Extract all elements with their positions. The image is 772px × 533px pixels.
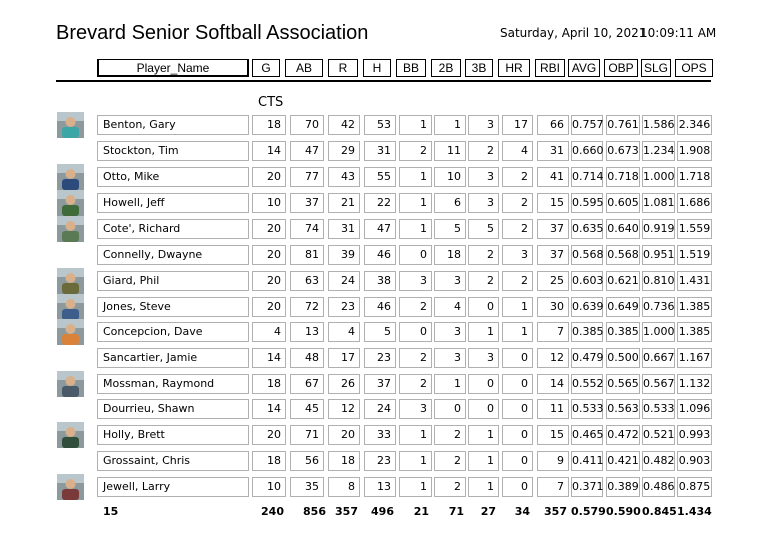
player-count: 15 bbox=[103, 505, 119, 518]
stat-ops: 1.385 bbox=[677, 297, 712, 317]
player-name: Mossman, Raymond bbox=[97, 374, 249, 394]
stat-rbi: 15 bbox=[537, 193, 569, 213]
player-photo bbox=[57, 474, 84, 500]
stat-avg: 0.552 bbox=[571, 374, 603, 394]
player-photo bbox=[57, 422, 84, 448]
stat-avg: 0.465 bbox=[571, 425, 603, 445]
player-name: Jewell, Larry bbox=[97, 477, 249, 497]
total-r: 357 bbox=[335, 505, 358, 518]
stat-3b: 1 bbox=[468, 477, 499, 497]
stat-slg: 0.667 bbox=[642, 348, 675, 368]
player-photo bbox=[57, 319, 84, 345]
stat-ops: 2.346 bbox=[677, 115, 712, 135]
stat-ops: 1.167 bbox=[677, 348, 712, 368]
stat-rbi: 37 bbox=[537, 219, 569, 239]
stat-bb: 1 bbox=[399, 115, 432, 135]
stat-bb: 1 bbox=[399, 167, 432, 187]
stat-ops: 0.993 bbox=[677, 425, 712, 445]
player-photo bbox=[57, 268, 84, 294]
stat-avg: 0.639 bbox=[571, 297, 603, 317]
stat-obp: 0.500 bbox=[606, 348, 640, 368]
header-divider bbox=[56, 80, 711, 82]
stat-r: 31 bbox=[328, 219, 360, 239]
stat-slg: 0.919 bbox=[642, 219, 675, 239]
stat-ab: 74 bbox=[290, 219, 324, 239]
player-name: Holly, Brett bbox=[97, 425, 249, 445]
stat-bb: 0 bbox=[399, 322, 432, 342]
stat-rbi: 41 bbox=[537, 167, 569, 187]
player-name: Dourrieu, Shawn bbox=[97, 399, 249, 419]
player-name: Howell, Jeff bbox=[97, 193, 249, 213]
stat-r: 24 bbox=[328, 271, 360, 291]
total-ab: 856 bbox=[303, 505, 326, 518]
stat-2b: 2 bbox=[434, 425, 466, 445]
stat-g: 10 bbox=[252, 477, 286, 497]
stat-r: 4 bbox=[328, 322, 360, 342]
total-slg: 0.845 bbox=[642, 505, 677, 518]
stat-h: 38 bbox=[364, 271, 396, 291]
stat-2b: 4 bbox=[434, 297, 466, 317]
stat-ops: 1.096 bbox=[677, 399, 712, 419]
total-rbi: 357 bbox=[544, 505, 567, 518]
stat-obp: 0.649 bbox=[606, 297, 640, 317]
stat-rbi: 31 bbox=[537, 141, 569, 161]
stat-h: 55 bbox=[364, 167, 396, 187]
stat-h: 23 bbox=[364, 348, 396, 368]
stat-obp: 0.421 bbox=[606, 451, 640, 471]
column-header-ab: AB bbox=[285, 59, 323, 77]
report-date: Saturday, April 10, 2021 bbox=[500, 26, 647, 40]
stat-bb: 1 bbox=[399, 477, 432, 497]
stat-bb: 3 bbox=[399, 271, 432, 291]
column-header-g: G bbox=[252, 59, 280, 77]
stat-bb: 1 bbox=[399, 219, 432, 239]
stat-avg: 0.479 bbox=[571, 348, 603, 368]
column-header-ops: OPS bbox=[675, 59, 713, 77]
stat-2b: 3 bbox=[434, 271, 466, 291]
stat-slg: 1.081 bbox=[642, 193, 675, 213]
stat-obp: 0.718 bbox=[606, 167, 640, 187]
stat-rbi: 11 bbox=[537, 399, 569, 419]
stat-ab: 56 bbox=[290, 451, 324, 471]
stat-g: 20 bbox=[252, 425, 286, 445]
stat-2b: 3 bbox=[434, 322, 466, 342]
stat-g: 18 bbox=[252, 374, 286, 394]
stat-3b: 3 bbox=[468, 167, 499, 187]
stat-obp: 0.673 bbox=[606, 141, 640, 161]
stat-h: 46 bbox=[364, 297, 396, 317]
column-header-3b: 3B bbox=[465, 59, 493, 77]
stat-bb: 2 bbox=[399, 374, 432, 394]
stat-hr: 3 bbox=[502, 245, 533, 265]
player-photo bbox=[57, 164, 84, 190]
stat-slg: 1.586 bbox=[642, 115, 675, 135]
stat-g: 20 bbox=[252, 245, 286, 265]
stat-slg: 1.234 bbox=[642, 141, 675, 161]
stat-g: 10 bbox=[252, 193, 286, 213]
stat-3b: 3 bbox=[468, 193, 499, 213]
stat-avg: 0.757 bbox=[571, 115, 603, 135]
stat-ops: 0.875 bbox=[677, 477, 712, 497]
stat-ops: 0.903 bbox=[677, 451, 712, 471]
stat-hr: 0 bbox=[502, 451, 533, 471]
player-photo bbox=[57, 294, 84, 320]
stat-r: 43 bbox=[328, 167, 360, 187]
stat-h: 31 bbox=[364, 141, 396, 161]
stat-rbi: 25 bbox=[537, 271, 569, 291]
total-3b: 27 bbox=[480, 505, 496, 518]
column-header-bb: BB bbox=[396, 59, 426, 77]
stat-h: 47 bbox=[364, 219, 396, 239]
stat-hr: 1 bbox=[502, 322, 533, 342]
stat-h: 37 bbox=[364, 374, 396, 394]
stat-hr: 2 bbox=[502, 219, 533, 239]
stat-hr: 4 bbox=[502, 141, 533, 161]
stat-ops: 1.132 bbox=[677, 374, 712, 394]
stat-obp: 0.568 bbox=[606, 245, 640, 265]
stat-2b: 5 bbox=[434, 219, 466, 239]
stat-hr: 0 bbox=[502, 374, 533, 394]
total-avg: 0.579 bbox=[571, 505, 606, 518]
stat-g: 14 bbox=[252, 141, 286, 161]
team-label: CTS bbox=[258, 95, 284, 110]
report-time: 10:09:11 AM bbox=[640, 26, 717, 40]
stat-hr: 0 bbox=[502, 348, 533, 368]
stat-h: 5 bbox=[364, 322, 396, 342]
stat-3b: 1 bbox=[468, 322, 499, 342]
stat-r: 8 bbox=[328, 477, 360, 497]
stat-hr: 0 bbox=[502, 399, 533, 419]
stat-g: 18 bbox=[252, 115, 286, 135]
stat-g: 20 bbox=[252, 297, 286, 317]
column-header-hr: HR bbox=[498, 59, 530, 77]
stat-hr: 2 bbox=[502, 271, 533, 291]
stat-ops: 1.385 bbox=[677, 322, 712, 342]
stat-3b: 0 bbox=[468, 399, 499, 419]
stat-bb: 2 bbox=[399, 297, 432, 317]
stat-bb: 0 bbox=[399, 245, 432, 265]
stat-r: 26 bbox=[328, 374, 360, 394]
stat-bb: 3 bbox=[399, 399, 432, 419]
stat-r: 29 bbox=[328, 141, 360, 161]
stat-ab: 13 bbox=[290, 322, 324, 342]
stat-avg: 0.660 bbox=[571, 141, 603, 161]
stat-avg: 0.595 bbox=[571, 193, 603, 213]
stat-r: 42 bbox=[328, 115, 360, 135]
stat-h: 33 bbox=[364, 425, 396, 445]
column-header-2b: 2B bbox=[431, 59, 461, 77]
stat-3b: 0 bbox=[468, 374, 499, 394]
stat-r: 12 bbox=[328, 399, 360, 419]
total-h: 496 bbox=[371, 505, 394, 518]
stat-3b: 3 bbox=[468, 348, 499, 368]
stat-rbi: 12 bbox=[537, 348, 569, 368]
stat-g: 20 bbox=[252, 271, 286, 291]
stat-3b: 2 bbox=[468, 245, 499, 265]
player-photo bbox=[57, 112, 84, 138]
stat-h: 46 bbox=[364, 245, 396, 265]
stat-obp: 0.621 bbox=[606, 271, 640, 291]
stat-ab: 77 bbox=[290, 167, 324, 187]
stat-2b: 0 bbox=[434, 399, 466, 419]
stat-obp: 0.563 bbox=[606, 399, 640, 419]
stat-slg: 0.486 bbox=[642, 477, 675, 497]
stat-slg: 0.567 bbox=[642, 374, 675, 394]
player-name: Benton, Gary bbox=[97, 115, 249, 135]
stat-ops: 1.686 bbox=[677, 193, 712, 213]
stat-2b: 6 bbox=[434, 193, 466, 213]
stat-rbi: 15 bbox=[537, 425, 569, 445]
stat-slg: 0.810 bbox=[642, 271, 675, 291]
stat-rbi: 9 bbox=[537, 451, 569, 471]
stat-2b: 18 bbox=[434, 245, 466, 265]
stat-obp: 0.472 bbox=[606, 425, 640, 445]
stat-obp: 0.385 bbox=[606, 322, 640, 342]
stat-avg: 0.635 bbox=[571, 219, 603, 239]
total-bb: 21 bbox=[413, 505, 429, 518]
player-name: Otto, Mike bbox=[97, 167, 249, 187]
stat-slg: 0.533 bbox=[642, 399, 675, 419]
column-header-obp: OBP bbox=[604, 59, 638, 77]
stat-3b: 1 bbox=[468, 425, 499, 445]
stat-2b: 1 bbox=[434, 115, 466, 135]
stat-ops: 1.519 bbox=[677, 245, 712, 265]
stat-g: 20 bbox=[252, 219, 286, 239]
stat-2b: 10 bbox=[434, 167, 466, 187]
stat-ops: 1.718 bbox=[677, 167, 712, 187]
stat-rbi: 66 bbox=[537, 115, 569, 135]
stat-h: 24 bbox=[364, 399, 396, 419]
stat-bb: 2 bbox=[399, 141, 432, 161]
stat-avg: 0.568 bbox=[571, 245, 603, 265]
stat-r: 23 bbox=[328, 297, 360, 317]
stat-slg: 0.736 bbox=[642, 297, 675, 317]
player-name: Stockton, Tim bbox=[97, 141, 249, 161]
stat-avg: 0.371 bbox=[571, 477, 603, 497]
stat-avg: 0.533 bbox=[571, 399, 603, 419]
stat-3b: 0 bbox=[468, 297, 499, 317]
stat-obp: 0.761 bbox=[606, 115, 640, 135]
stat-g: 20 bbox=[252, 167, 286, 187]
stat-ab: 81 bbox=[290, 245, 324, 265]
stat-2b: 11 bbox=[434, 141, 466, 161]
stat-ab: 37 bbox=[290, 193, 324, 213]
stat-obp: 0.605 bbox=[606, 193, 640, 213]
stat-rbi: 37 bbox=[537, 245, 569, 265]
stat-3b: 2 bbox=[468, 141, 499, 161]
stat-ab: 35 bbox=[290, 477, 324, 497]
column-header-r: R bbox=[328, 59, 358, 77]
stat-2b: 2 bbox=[434, 451, 466, 471]
stat-3b: 1 bbox=[468, 451, 499, 471]
column-header-player-name: Player_Name bbox=[97, 59, 249, 77]
stat-slg: 0.482 bbox=[642, 451, 675, 471]
stat-bb: 1 bbox=[399, 193, 432, 213]
stat-slg: 1.000 bbox=[642, 322, 675, 342]
stat-hr: 0 bbox=[502, 425, 533, 445]
total-2b: 71 bbox=[448, 505, 464, 518]
stat-ab: 48 bbox=[290, 348, 324, 368]
total-g: 240 bbox=[261, 505, 284, 518]
stat-r: 39 bbox=[328, 245, 360, 265]
player-name: Concepcion, Dave bbox=[97, 322, 249, 342]
player-name: Sancartier, Jamie bbox=[97, 348, 249, 368]
stat-3b: 2 bbox=[468, 271, 499, 291]
stat-r: 20 bbox=[328, 425, 360, 445]
stat-avg: 0.411 bbox=[571, 451, 603, 471]
total-ops: 1.434 bbox=[677, 505, 712, 518]
stat-h: 53 bbox=[364, 115, 396, 135]
stat-slg: 1.000 bbox=[642, 167, 675, 187]
total-hr: 34 bbox=[514, 505, 530, 518]
stat-avg: 0.385 bbox=[571, 322, 603, 342]
stat-3b: 3 bbox=[468, 115, 499, 135]
column-header-avg: AVG bbox=[568, 59, 600, 77]
stat-ab: 63 bbox=[290, 271, 324, 291]
stat-2b: 1 bbox=[434, 374, 466, 394]
stat-rbi: 7 bbox=[537, 477, 569, 497]
stat-obp: 0.565 bbox=[606, 374, 640, 394]
stat-obp: 0.389 bbox=[606, 477, 640, 497]
stat-hr: 0 bbox=[502, 477, 533, 497]
stat-h: 23 bbox=[364, 451, 396, 471]
stat-ab: 72 bbox=[290, 297, 324, 317]
stat-avg: 0.714 bbox=[571, 167, 603, 187]
player-name: Giard, Phil bbox=[97, 271, 249, 291]
stat-avg: 0.603 bbox=[571, 271, 603, 291]
stat-g: 14 bbox=[252, 348, 286, 368]
stat-ab: 45 bbox=[290, 399, 324, 419]
stat-hr: 2 bbox=[502, 167, 533, 187]
player-photo bbox=[57, 371, 84, 397]
stat-hr: 2 bbox=[502, 193, 533, 213]
stat-ops: 1.908 bbox=[677, 141, 712, 161]
stat-g: 14 bbox=[252, 399, 286, 419]
stat-slg: 0.951 bbox=[642, 245, 675, 265]
stat-hr: 1 bbox=[502, 297, 533, 317]
stat-r: 17 bbox=[328, 348, 360, 368]
player-name: Jones, Steve bbox=[97, 297, 249, 317]
player-photo bbox=[57, 216, 84, 242]
stat-g: 4 bbox=[252, 322, 286, 342]
stat-3b: 5 bbox=[468, 219, 499, 239]
stat-rbi: 7 bbox=[537, 322, 569, 342]
stat-ops: 1.431 bbox=[677, 271, 712, 291]
player-photo bbox=[57, 190, 84, 216]
stat-rbi: 14 bbox=[537, 374, 569, 394]
column-header-rbi: RBI bbox=[535, 59, 565, 77]
stat-rbi: 30 bbox=[537, 297, 569, 317]
stat-ab: 47 bbox=[290, 141, 324, 161]
stat-ab: 67 bbox=[290, 374, 324, 394]
player-name: Cote', Richard bbox=[97, 219, 249, 239]
stat-ab: 71 bbox=[290, 425, 324, 445]
stat-bb: 2 bbox=[399, 348, 432, 368]
column-header-h: H bbox=[363, 59, 391, 77]
stat-r: 21 bbox=[328, 193, 360, 213]
stat-h: 13 bbox=[364, 477, 396, 497]
total-obp: 0.590 bbox=[606, 505, 641, 518]
stat-ops: 1.559 bbox=[677, 219, 712, 239]
stat-ab: 70 bbox=[290, 115, 324, 135]
report-title: Brevard Senior Softball Association bbox=[56, 22, 369, 44]
column-header-slg: SLG bbox=[641, 59, 671, 77]
stat-r: 18 bbox=[328, 451, 360, 471]
stat-2b: 3 bbox=[434, 348, 466, 368]
stat-bb: 1 bbox=[399, 425, 432, 445]
stat-bb: 1 bbox=[399, 451, 432, 471]
stat-hr: 17 bbox=[502, 115, 533, 135]
stat-h: 22 bbox=[364, 193, 396, 213]
stat-slg: 0.521 bbox=[642, 425, 675, 445]
player-name: Connelly, Dwayne bbox=[97, 245, 249, 265]
stat-obp: 0.640 bbox=[606, 219, 640, 239]
stat-2b: 2 bbox=[434, 477, 466, 497]
player-name: Grossaint, Chris bbox=[97, 451, 249, 471]
stat-g: 18 bbox=[252, 451, 286, 471]
